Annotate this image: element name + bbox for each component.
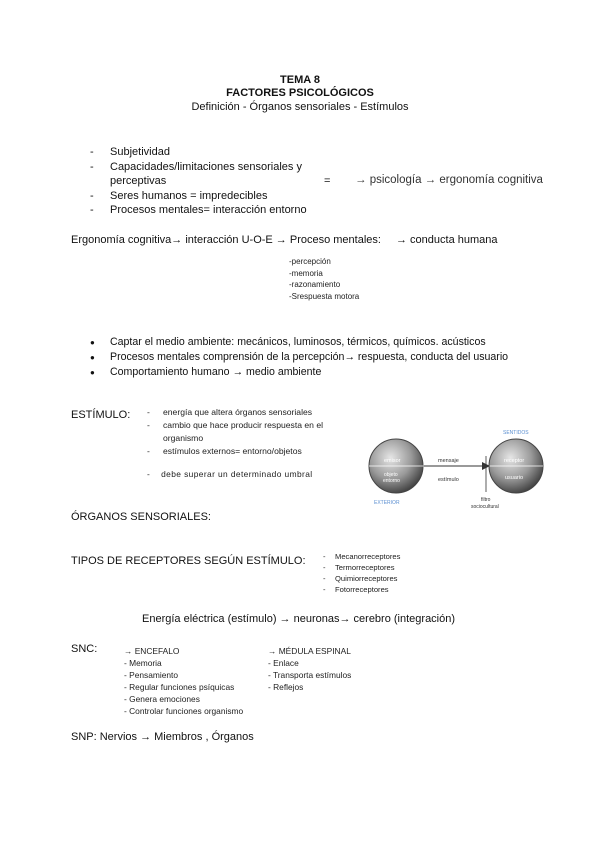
receptor-text: receptor — [504, 458, 525, 464]
psicologia-result: → psicología → ergonomía cognitiva — [355, 174, 543, 186]
medula-title: → MÉDULA ESPINAL — [268, 646, 351, 656]
continuation-text: organismo — [163, 433, 204, 443]
communication-diagram — [366, 424, 570, 514]
processes-list — [289, 256, 359, 302]
dash-text: - — [147, 469, 162, 479]
medula-item: - Enlace — [268, 658, 299, 668]
estimulo-list — [147, 406, 323, 458]
page-title: TEMA 8 — [280, 74, 320, 86]
entorno-text: entorno — [383, 478, 400, 484]
list-item: - Capacidades/limitaciones sensoriales y — [90, 160, 307, 175]
bullet-item: ● Comportamiento humano → medio ambiente — [90, 365, 508, 380]
process-item: -percepción — [289, 257, 331, 266]
bullet-item: ● Captar el medio ambiente: mecánicos, luminosos, térmicos, químicos. acústicos — [90, 335, 508, 350]
organos-label: ÓRGANOS SENSORIALES: — [71, 511, 211, 523]
list-item: - Procesos mentales= interacción entorno — [90, 203, 307, 218]
estimulo-item: - cambio que hace producir respuesta en el — [147, 419, 323, 432]
receptor-item: - Quimiorreceptores — [323, 573, 400, 584]
encefalo-item: - Regular funciones psíquicas — [124, 682, 235, 692]
estimulo-continuation — [147, 432, 323, 445]
filtro-text: filtro — [481, 497, 491, 503]
medula-item: - Reflejos — [268, 682, 304, 692]
sentidos-caption: SENTIDOS — [503, 430, 529, 436]
intro-list — [90, 145, 307, 218]
medula-list — [268, 657, 351, 693]
estimulo-label: ESTÍMULO: — [71, 409, 131, 421]
equals-sign: = — [324, 175, 331, 187]
estimulo-text: estímulo — [438, 477, 459, 483]
list-item: - Subjetividad — [90, 145, 307, 160]
bullet-list — [90, 335, 508, 380]
receptor-item: - Fotorreceptores — [323, 584, 400, 595]
mensaje-text: mensaje — [438, 458, 459, 464]
continuation-text: perceptivas — [110, 175, 167, 188]
list-item: - Seres humanos = impredecibles — [90, 189, 307, 204]
ergonomia-outcome: → conducta humana — [396, 234, 498, 246]
umbral-line — [147, 469, 313, 479]
encefalo-title: → ENCEFALO — [124, 646, 180, 656]
emisor-text: emisor — [384, 458, 401, 464]
medula-item: - Transporta estímulos — [268, 670, 352, 680]
page-subtitle-bold: FACTORES PSICOLÓGICOS — [226, 87, 374, 99]
encefalo-item: - Pensamiento — [124, 670, 178, 680]
sociocultural-text: sociocultural — [471, 504, 499, 510]
encefalo-item: - Controlar funciones organismo — [124, 706, 244, 716]
estimulo-item: - estímulos externos= entorno/objetos — [147, 445, 323, 458]
snc-label: SNC: — [71, 643, 98, 655]
encefalo-list — [124, 657, 243, 717]
ergonomia-line: Ergonomía cognitiva→ interacción U-O-E → Proceso mentales: — [71, 234, 381, 246]
encefalo-item: - Genera emociones — [124, 694, 200, 704]
encefalo-item: - Memoria — [124, 658, 162, 668]
objeto-text: objeto — [384, 472, 398, 478]
energia-line: Energía eléctrica (estímulo) → neuronas→ cerebro (integración) — [142, 613, 456, 625]
process-item: -Srespuesta motora — [289, 291, 360, 301]
receptores-label: TIPOS DE RECEPTORES SEGÚN ESTÍMULO: — [71, 555, 306, 567]
process-item: -razonamiento — [289, 280, 341, 289]
list-item-continuation — [90, 174, 307, 189]
receptor-item: - Termorreceptores — [323, 562, 400, 573]
snp-line: SNP: Nervios → Miembros , Órganos — [71, 731, 254, 743]
umbral-text: debe superar un determinado umbral — [161, 469, 313, 479]
bullet-item: ● Procesos mentales comprensión de la percepción→ respuesta, conducta del usuario — [90, 350, 508, 365]
receptor-item: - Mecanorreceptores — [323, 551, 400, 562]
page-subtitle: Definición - Órganos sensoriales - Estímulos — [191, 101, 409, 113]
usuario-text: usuario — [505, 475, 524, 481]
estimulo-item: - energía que altera órganos sensoriales — [147, 406, 323, 419]
exterior-caption: EXTERIOR — [374, 500, 400, 506]
process-item: -memoria — [289, 268, 323, 278]
receptores-list — [323, 551, 400, 595]
